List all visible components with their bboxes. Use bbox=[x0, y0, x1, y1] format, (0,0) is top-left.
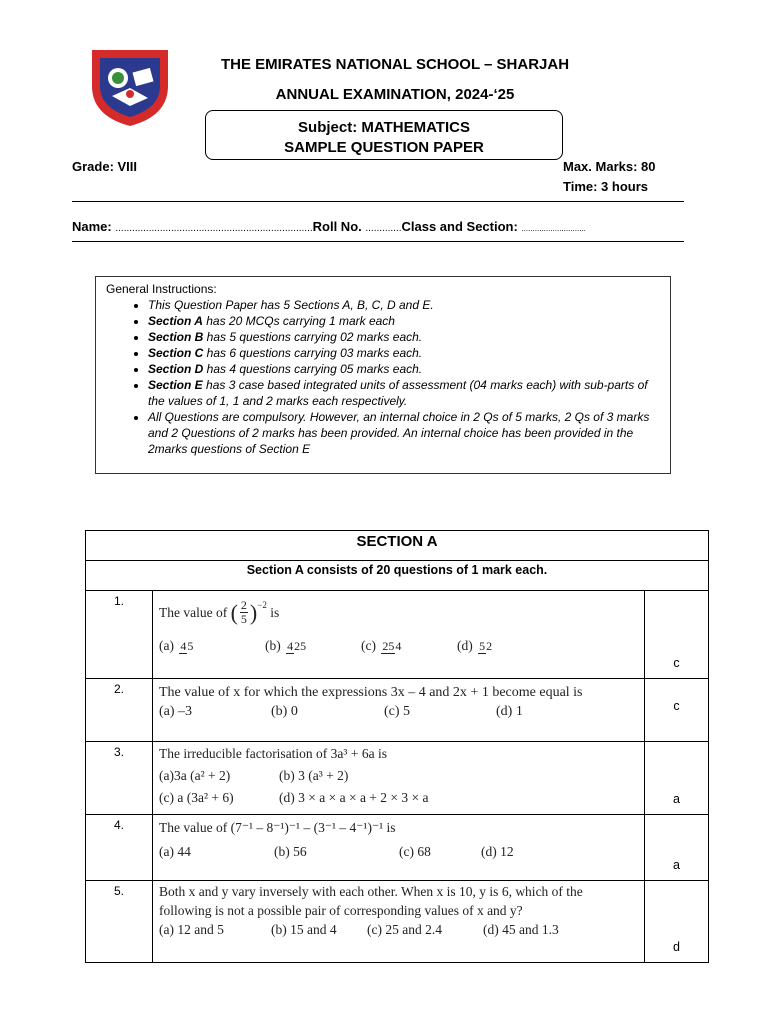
question-number: 5. bbox=[86, 881, 153, 963]
question-row bbox=[86, 679, 709, 742]
answer-cell: d bbox=[645, 881, 709, 963]
school-name: THE EMIRATES NATIONAL SCHOOL – SHARJAH bbox=[220, 56, 570, 73]
instructions-list bbox=[106, 297, 660, 457]
question-text: The value of (7⁻¹ – 8⁻¹)⁻¹ – (3⁻¹ – 4⁻¹)⁻¹ is (a) 44 (b) 56 (c) 68 (d) 12 bbox=[153, 815, 645, 881]
section-a-title: SECTION A bbox=[86, 531, 709, 561]
option: (d) 1 bbox=[496, 704, 523, 719]
section-a-subtitle: Section A consists of 20 questions of 1 mark each. bbox=[86, 561, 709, 591]
option: (a) 45 bbox=[159, 638, 194, 653]
question-row bbox=[86, 815, 709, 881]
instruction-item: • Section E has 3 case based integrated units of assessment (04 marks each) with sub-parts of the values of 1, 1 and 2 marks each respectively. bbox=[148, 377, 660, 409]
answer-cell: a bbox=[645, 742, 709, 815]
answer-cell: c bbox=[645, 679, 709, 742]
student-info-line bbox=[72, 219, 586, 234]
option: (d) 12 bbox=[481, 844, 514, 859]
question-number: 1. bbox=[86, 591, 153, 679]
name-field[interactable]: ....................................................................... bbox=[115, 223, 313, 234]
answer-cell: c bbox=[645, 591, 709, 679]
option: (d) 45 and 1.3 bbox=[483, 922, 559, 937]
option: (a) 44 bbox=[159, 844, 191, 859]
max-marks-label: Max. Marks: 80 bbox=[563, 159, 656, 174]
paper-type: SAMPLE QUESTION PAPER bbox=[284, 139, 484, 156]
subject-label: Subject: MATHEMATICS bbox=[298, 119, 470, 136]
option: (b) 425 bbox=[265, 638, 307, 653]
question-text: Both x and y vary inversely with each other. When x is 10, y is 6, which of the following is not a possible pair of corresponding values of x and y? (a) 12 and 5 (b) 15 and 4 (c) 25 and 2.4 (d) 45 and 1.3 bbox=[153, 881, 645, 963]
instruction-item: • This Question Paper has 5 Sections A, B, C, D and E. bbox=[148, 297, 660, 313]
option: (d) 3 × a × a × a + 2 × 3 × a bbox=[279, 790, 429, 805]
option: (a) 12 and 5 bbox=[159, 922, 224, 937]
question-row bbox=[86, 742, 709, 815]
general-instructions bbox=[95, 276, 671, 474]
option: (c) 68 bbox=[399, 844, 431, 859]
option: (b) 0 bbox=[271, 704, 298, 719]
question-row bbox=[86, 881, 709, 963]
instructions-title: General Instructions: bbox=[106, 282, 217, 296]
option: (b) 56 bbox=[274, 844, 307, 859]
section-a-table bbox=[85, 530, 709, 963]
divider-top bbox=[72, 201, 684, 202]
option: (b) 15 and 4 bbox=[271, 922, 337, 937]
option: (b) 3 (a³ + 2) bbox=[279, 768, 349, 783]
option: (c) 25 and 2.4 bbox=[367, 922, 442, 937]
divider-bottom bbox=[72, 241, 684, 242]
roll-field[interactable]: ............. bbox=[365, 223, 402, 234]
answer-cell: a bbox=[645, 815, 709, 881]
option: (d) 52 bbox=[457, 638, 493, 653]
exam-title: ANNUAL EXAMINATION, 2024-‘25 bbox=[275, 86, 515, 103]
instruction-item: • Section B has 5 questions carrying 02 marks each. bbox=[148, 329, 660, 345]
school-logo bbox=[88, 42, 172, 128]
option: (c) a (3a² + 6) bbox=[159, 790, 234, 805]
class-label: Class and Section: bbox=[401, 219, 518, 234]
option: (c) 254 bbox=[361, 638, 402, 653]
name-label: Name: bbox=[72, 219, 112, 234]
question-number: 2. bbox=[86, 679, 153, 742]
instruction-item: • Section C has 6 questions carrying 03 marks each. bbox=[148, 345, 660, 361]
question-row bbox=[86, 591, 709, 679]
question-text: The value of x for which the expressions 3x – 4 and 2x + 1 become equal is (a) –3 (b) 0 (c) 5 (d) 1 bbox=[153, 679, 645, 742]
grade-label: Grade: VIII bbox=[72, 159, 138, 174]
question-text: The irreducible factorisation of 3a³ + 6a is (a)3a (a² + 2) (b) 3 (a³ + 2) (c) a (3a² + 6) (d) 3 × a × a × a + 2 × 3 × a bbox=[153, 742, 645, 815]
instruction-item: • All Questions are compulsory. However, an internal choice in 2 Qs of 5 marks, 2 Qs of 3 marks and 2 Questions of 2 marks has been provided. An internal choice has been provided in the 2marks questions of Section E bbox=[148, 409, 660, 457]
question-text: The value of ( $\frac{2}{5}$ ) $^{-2}$ is (a) 45 (b) 425 (c) 254 (d) 52 bbox=[153, 591, 645, 679]
instruction-item: • Section D has 4 questions carrying 05 marks each. bbox=[148, 361, 660, 377]
instruction-item: • Section A has 20 MCQs carrying 1 mark each bbox=[148, 313, 660, 329]
class-field[interactable]: ............................. bbox=[521, 224, 586, 233]
option: (a)3a (a² + 2) bbox=[159, 768, 231, 783]
roll-label: Roll No. bbox=[312, 219, 362, 234]
question-number: 4. bbox=[86, 815, 153, 881]
option: (c) 5 bbox=[384, 704, 411, 719]
question-number: 3. bbox=[86, 742, 153, 815]
subject-box bbox=[205, 110, 563, 160]
option: (a) –3 bbox=[159, 704, 193, 719]
time-label: Time: 3 hours bbox=[563, 179, 649, 194]
